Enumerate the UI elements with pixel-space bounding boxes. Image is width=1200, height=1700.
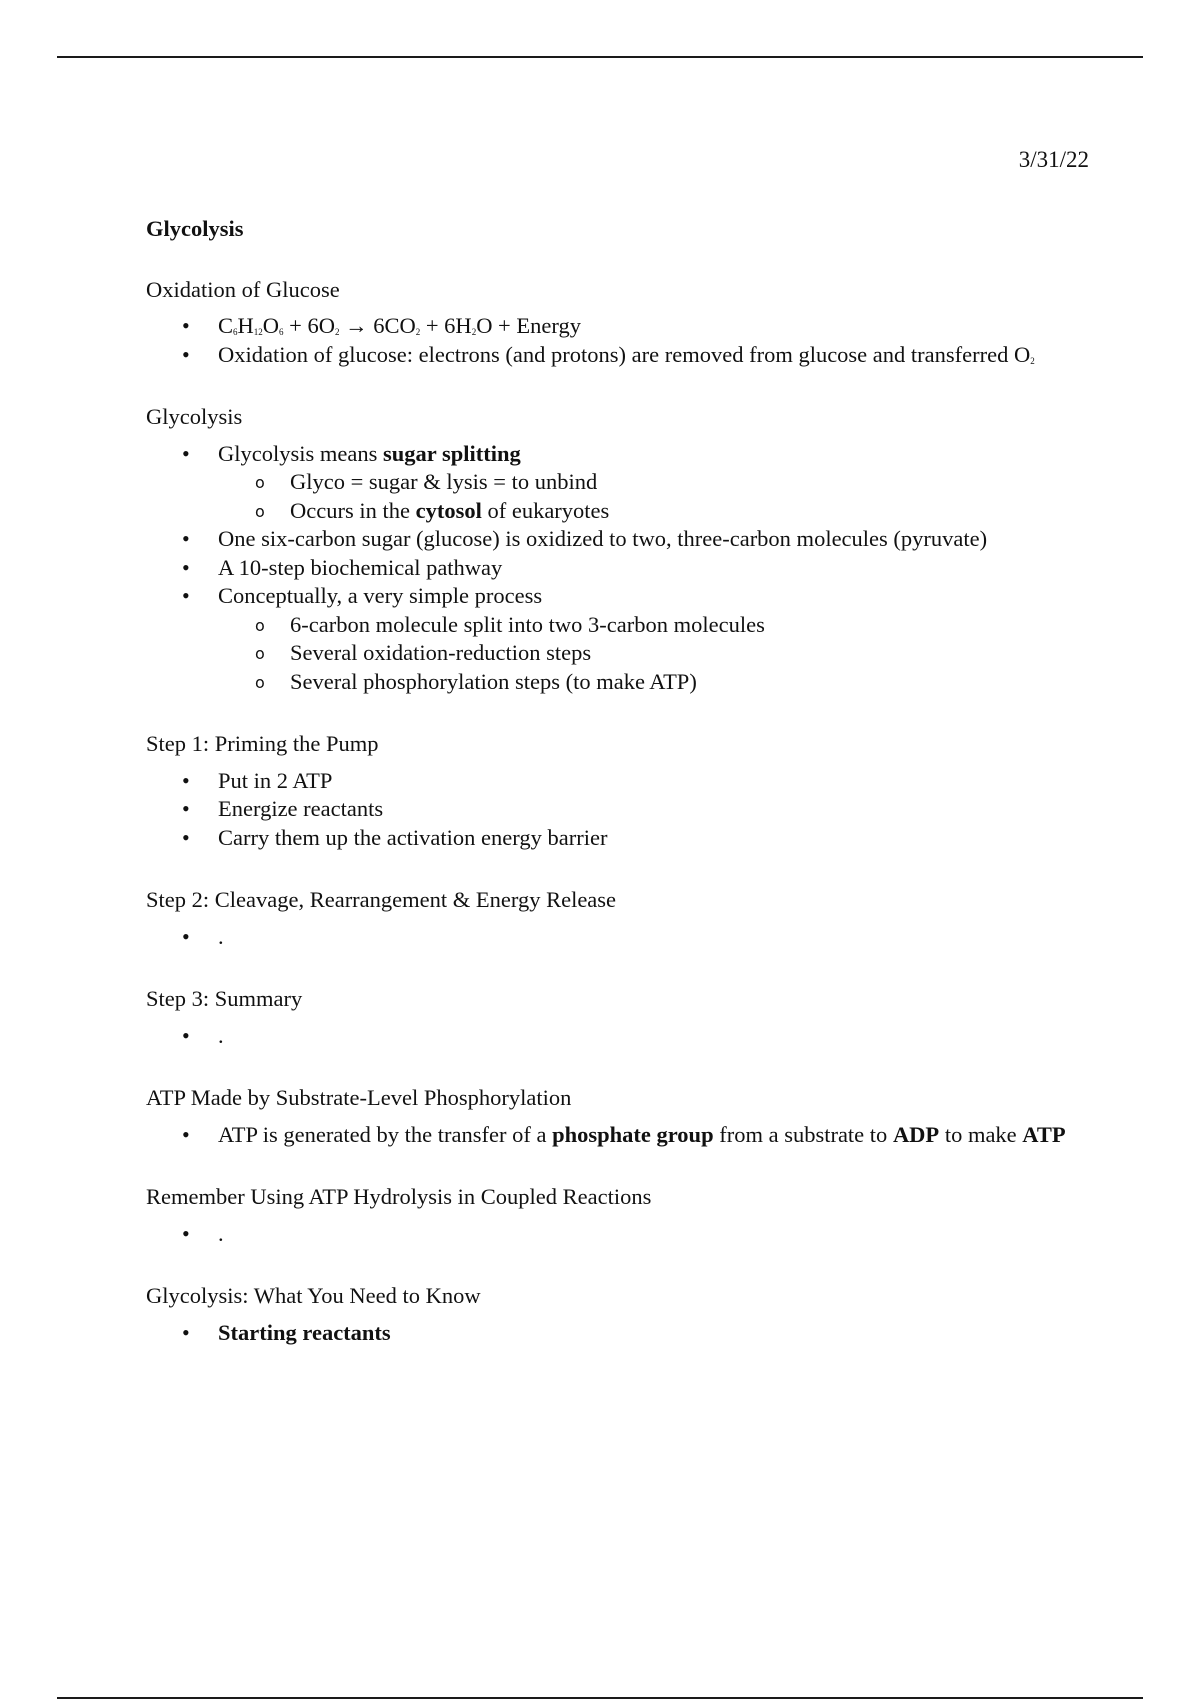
page-title: Glycolysis bbox=[146, 216, 244, 241]
sublist-item: o Occurs in the cytosol of eukaryotes bbox=[218, 497, 1096, 526]
list-item-oxidation-def: • Oxidation of glucose: electrons (and protons) are removed from glucose and transferred $O_2$ bbox=[146, 341, 1096, 370]
sublist-item: o Glyco = sugar & lysis = to unbind bbox=[218, 468, 1096, 497]
step3-list bbox=[146, 1022, 1096, 1051]
section-heading-glycolysis: Glycolysis bbox=[146, 404, 243, 429]
oxidation-list bbox=[146, 312, 1096, 369]
substrate-level-list bbox=[146, 1121, 1096, 1150]
section-heading-step1: Step 1: Priming the Pump bbox=[146, 731, 379, 756]
section-heading-need-to-know: Glycolysis: What You Need to Know bbox=[146, 1283, 481, 1308]
list-item: • A 10-step biochemical pathway bbox=[146, 554, 1096, 583]
list-item-atp-generation: • ATP is generated by the transfer of a phosphate group from a substrate to ADP to make ATP bbox=[146, 1121, 1096, 1150]
sublist-item: o Several phosphorylation steps (to make ATP) bbox=[218, 668, 1096, 697]
sublist-item: o 6-carbon molecule split into two 3-carbon molecules bbox=[218, 611, 1096, 640]
date: 3/31/22 bbox=[1018, 147, 1089, 172]
top-rule bbox=[57, 56, 1143, 58]
sublist-item: o Several oxidation-reduction steps bbox=[218, 639, 1096, 668]
list-item-equation: • $C_6H_{12}O_6 + 6O_2 \to 6CO_2 + 6H_2O$ + Energy bbox=[146, 312, 1096, 341]
glycolysis-list bbox=[146, 440, 1096, 697]
section-heading-substrate-level: ATP Made by Substrate-Level Phosphorylation bbox=[146, 1085, 572, 1110]
list-item: • . bbox=[146, 1220, 1096, 1249]
sugar-splitting-sublist bbox=[218, 468, 1096, 525]
document-body bbox=[146, 215, 1096, 1381]
step2-list bbox=[146, 923, 1096, 952]
list-item-simple-process: • Conceptually, a very simple process o 6-carbon molecule split into two 3-carbon molecules o Several oxidation-reduction steps o Several phosphorylation steps (to make ATP) bbox=[146, 582, 1096, 696]
list-item-sugar-splitting: • Glycolysis means sugar splitting o Glyco = sugar & lysis = to unbind o Occurs in the cytosol of eukaryotes bbox=[146, 440, 1096, 526]
coupled-reactions-list bbox=[146, 1220, 1096, 1249]
list-item: • . bbox=[146, 923, 1096, 952]
need-to-know-list bbox=[146, 1319, 1096, 1348]
list-item: • Carry them up the activation energy barrier bbox=[146, 824, 1096, 853]
section-heading-oxidation: Oxidation of Glucose bbox=[146, 276, 340, 302]
simple-process-sublist bbox=[218, 611, 1096, 697]
section-heading-coupled-reactions: Remember Using ATP Hydrolysis in Coupled Reactions bbox=[146, 1184, 652, 1209]
section-heading-step2: Step 2: Cleavage, Rearrangement & Energy Release bbox=[146, 887, 617, 912]
section-heading-step3: Step 3: Summary bbox=[146, 986, 303, 1011]
list-item: • Starting reactants bbox=[146, 1319, 1096, 1348]
list-item: • Energize reactants bbox=[146, 795, 1096, 824]
bottom-rule bbox=[57, 1697, 1143, 1699]
step1-list bbox=[146, 767, 1096, 853]
list-item: • Put in 2 ATP bbox=[146, 767, 1096, 796]
list-item: • One six-carbon sugar (glucose) is oxidized to two, three-carbon molecules (pyruvate) bbox=[146, 525, 1096, 554]
list-item: • . bbox=[146, 1022, 1096, 1051]
